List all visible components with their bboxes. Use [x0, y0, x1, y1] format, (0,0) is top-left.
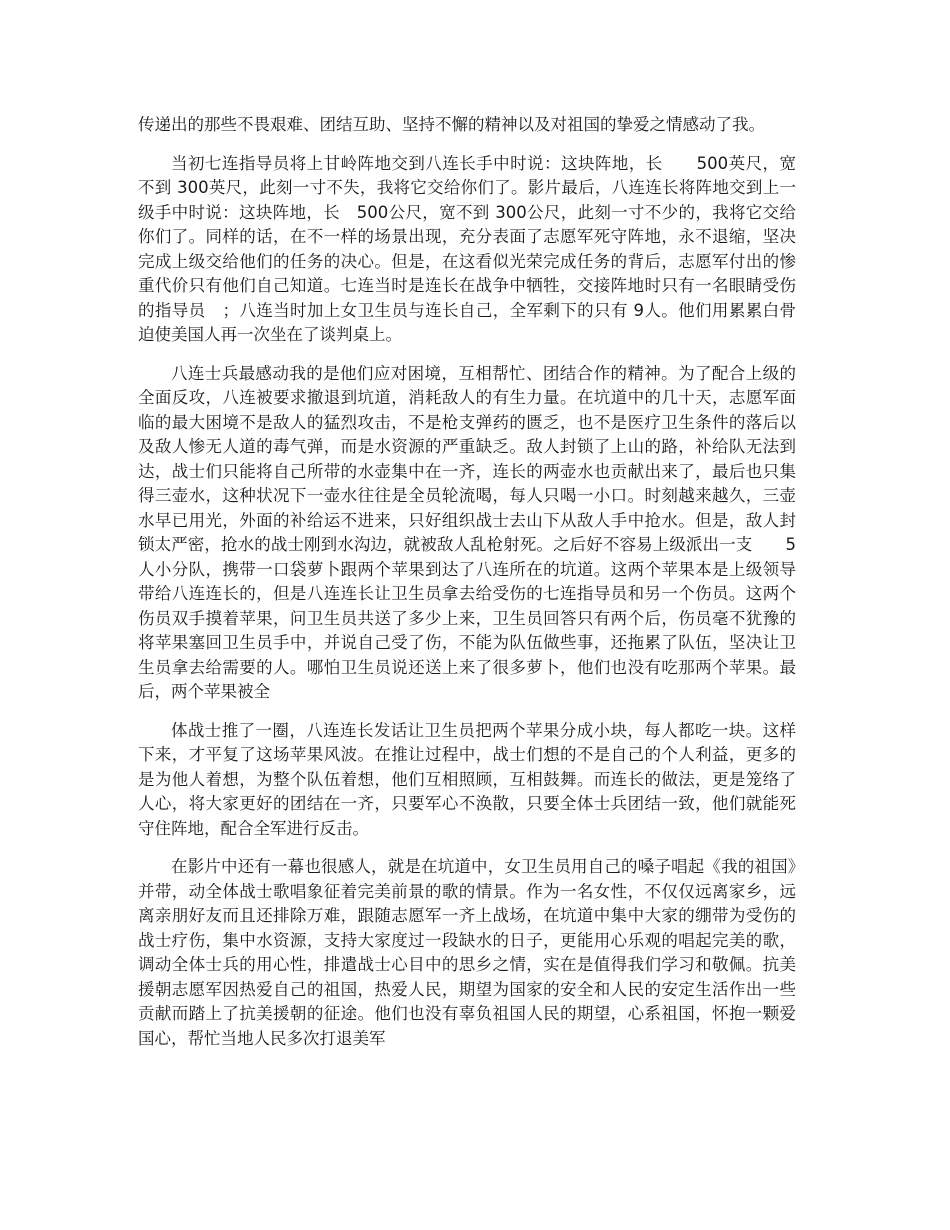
paragraph-4: 体战士推了一圈，八连连长发话让卫生员把两个苹果分成小块，每人都吃一块。这样下来，才平复了这场苹果风波。在推让过程中，战士们想的不是自己的个人利益，更多的是为他人着想，为整个队伍着想，他们互相照顾，互相鼓舞。而连长的做法，更是笼络了人心，将大家更好的团结在一齐，只要军心不涣散，只要全体士兵团结一致，他们就能死守住阵地，配合全军进行反击。: [138, 720, 796, 838]
paragraph-5: 在影片中还有一幕也很感人，就是在坑道中，女卫生员用自己的嗓子唱起《我的祖国》并带，动全体战士歌唱象征着完美前景的歌的情景。作为一名女性，不仅仅远离家乡，远离亲朋好友而且还排除万难，跟随志愿军一齐上战场，在坑道中集中大家的绷带为受伤的战士疗伤，集中水资源，支持大家度过一段缺水的日子，更能用心乐观的唱起完美的歌，调动全体士兵的用心性，排遣战士心目中的思乡之情，实在是值得我们学习和敬佩。抗美援朝志愿军因热爱自己的祖国，热爱人民，期望为国家的安全和人民的安定生活作出一些贡献而踏上了抗美援朝的征途。他们也没有辜负祖国人民的期望，心系祖国，怀抱一颗爱国心，帮忙当地人民多次打退美军: [138, 857, 796, 1048]
document-body: [138, 113, 796, 1065]
paragraph-1: 传递出的那些不畏艰难、团结互助、坚持不懈的精神以及对祖国的挚爱之情感动了我。: [138, 115, 765, 134]
paragraph-2: 当初七连指导员将上甘岭阵地交到八连长手中时说：这块阵地，长 500英尺，宽不到 300英尺，此刻一寸不失，我将它交给你们了。影片最后，八连连长将阵地交到上一级手中时说：这块阵地，长 500公尺，宽不到 300公尺，此刻一寸不少的，我将它交给你们了。同样的话，在不一样的场景出现，充分表面了志愿军死守阵地，永不退缩，坚决完成上级交给他们的任务的决心。但是，在这看似光荣完成任务的背后，志愿军付出的惨重代价只有他们自己知道。七连当时是连长在战争中牺牲，交接阵地时只有一名眼睛受伤的指导员 ；八连当时加上女卫生员与连长自己，全军剩下的只有 9人。他们用累累白骨迫使美国人再一次坐在了谈判桌上。: [138, 153, 796, 344]
paragraph-3: 八连士兵最感动我的是他们应对困境，互相帮忙、团结合作的精神。为了配合上级的全面反攻，八连被要求撤退到坑道，消耗敌人的有生力量。在坑道中的几十天，志愿军面临的最大困境不是敌人的猛烈攻击，不是枪支弹药的匮乏，也不是医疗卫生条件的落后以及敌人惨无人道的毒气弹，而是水资源的严重缺乏。敌人封锁了上山的路，补给队无法到达，战士们只能将自己所带的水壶集中在一齐，连长的两壶水也贡献出来了，最后也只集得三壶水，这种状况下一壶水往往是全员轮流喝，每人只喝一小口。时刻越来越久，三壶水早已用光，外面的补给运不进来，只好组织战士去山下从敌人手中抢水。但是，敌人封锁太严密，抢水的战士刚到水沟边，就被敌人乱枪射死。之后好不容易上级派出一支 5人小分队，携带一口袋萝卜跟两个苹果到达了八连所在的坑道。这两个苹果本是上级领导带给八连连长的，但是八连连长让卫生员拿去给受伤的七连指导员和另一个伤员。这两个伤员双手摸着苹果，问卫生员共送了多少上来，卫生员回答只有两个后，伤员毫不犹豫的将苹果塞回卫生员手中，并说自己受了伤，不能为队伍做些事，还拖累了队伍，坚决让卫生员拿去给需要的人。哪怕卫生员说还送上来了很多萝卜，他们也没有吃那两个苹果。最后，两个苹果被全: [138, 363, 796, 701]
